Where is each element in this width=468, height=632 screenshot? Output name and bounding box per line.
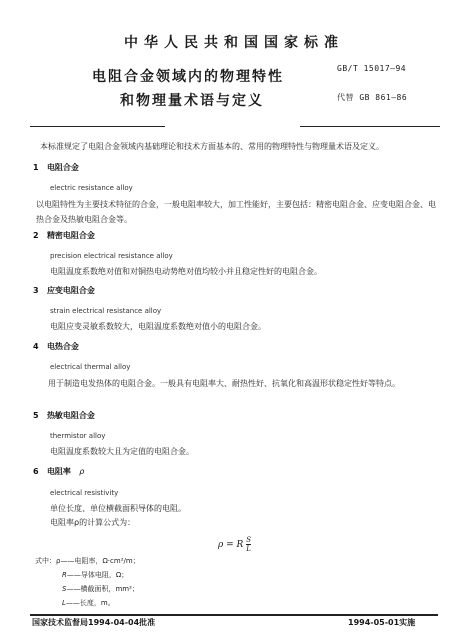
approval-date: 国家技术监督局1994-04-04批准 bbox=[32, 618, 156, 627]
header-divider-left bbox=[30, 126, 165, 127]
implementation-date: 1994-05-01实施 bbox=[348, 618, 416, 627]
variable-symbol: L bbox=[62, 599, 66, 607]
section-5-english: thermistor alloy bbox=[50, 432, 106, 440]
standard-number: GB/T 15017—94 bbox=[337, 64, 407, 73]
variable-desc: 导体电阻，Ω； bbox=[80, 571, 129, 579]
section-4-definition: 用于制造电发热体的电阻合金。一般具有电阻率大、耐热性好、抗氧化和高温形状稳定性好等特点。 bbox=[48, 379, 400, 388]
section-number: 6 bbox=[33, 467, 39, 476]
section-1-english: electric resistance alloy bbox=[50, 184, 133, 192]
section-5-heading bbox=[33, 410, 95, 421]
variable-row: S——横截面积，mm²； bbox=[62, 585, 139, 593]
section-3-heading bbox=[33, 285, 95, 296]
section-number: 2 bbox=[33, 231, 39, 240]
section-1-definition: 以电阻特性为主要技术特征的合金，一般电阻率较大，加工性能好，主要包括：精密电阻合金、应变电阻合金、电热合金及热敏电阻合金等。 bbox=[36, 200, 436, 224]
footer-divider bbox=[30, 614, 438, 616]
section-6-english: electrical resistivity bbox=[50, 489, 119, 497]
variable-desc: 电阻率，Ω·cm²/m； bbox=[74, 557, 140, 565]
variable-symbol: S bbox=[62, 585, 67, 593]
standard-organization: 中华人民共和国国家标准 bbox=[124, 35, 344, 51]
variable-row: L——长度，m。 bbox=[62, 599, 115, 607]
section-3-english: strain electrical resistance alloy bbox=[50, 307, 162, 315]
section-4-english: electrical thermal alloy bbox=[50, 363, 131, 371]
formula-numerator: S bbox=[246, 536, 252, 544]
variable-desc: 长度，m。 bbox=[79, 599, 115, 607]
formula-denominator: L bbox=[246, 545, 251, 553]
variable-row bbox=[35, 556, 140, 566]
section-term: 精密电阻合金 bbox=[46, 231, 95, 240]
variables-intro: 式中：ρ—— bbox=[35, 557, 75, 565]
section-6-definition-line2: 电阻率ρ的计算公式为： bbox=[50, 518, 136, 527]
section-1-heading bbox=[33, 162, 79, 173]
section-term: 应变电阻合金 bbox=[46, 286, 95, 295]
section-number: 3 bbox=[33, 286, 39, 295]
section-2-heading bbox=[33, 230, 95, 241]
intro-paragraph: 本标准规定了电阻合金领域内基础理论和技术方面基本的、常用的物理特性与物理量术语及定义。 bbox=[40, 142, 384, 151]
formula-lhs: ρ = R bbox=[218, 540, 244, 550]
section-6-definition-line1: 单位长度、单位横截面积导体的电阻。 bbox=[50, 504, 186, 513]
formula-fraction bbox=[246, 536, 251, 553]
resistivity-formula bbox=[218, 536, 251, 553]
section-number: 1 bbox=[33, 163, 39, 172]
section-number: 5 bbox=[33, 411, 39, 420]
section-5-definition: 电阻温度系数较大且为定值的电阻合金。 bbox=[50, 447, 194, 456]
section-term: 电阻合金 bbox=[46, 163, 79, 172]
variable-desc: 横截面积，mm²； bbox=[80, 585, 139, 593]
section-4-heading bbox=[33, 341, 79, 352]
section-term: 热敏电阻合金 bbox=[46, 411, 95, 420]
section-3-definition: 电阻应变灵敏系数较大，电阻温度系数绝对值小的电阻合金。 bbox=[50, 322, 266, 331]
document-title-line1: 电阻合金领域内的物理特性 bbox=[92, 69, 284, 85]
variable-row: R——导体电阻，Ω； bbox=[62, 571, 129, 579]
section-term: 电热合金 bbox=[46, 342, 79, 351]
section-symbol: ρ bbox=[79, 467, 85, 476]
section-2-english: precision electrical resistance alloy bbox=[50, 252, 173, 260]
header-divider-right bbox=[300, 126, 440, 127]
variable-symbol: R bbox=[62, 571, 67, 579]
section-term: 电阻率 bbox=[46, 467, 71, 476]
section-2-definition: 电阻温度系数绝对值和对铜热电动势绝对值均较小并且稳定性好的电阻合金。 bbox=[50, 267, 322, 276]
section-number: 4 bbox=[33, 342, 39, 351]
document-title-line2: 和物理量术语与定义 bbox=[120, 93, 264, 109]
section-6-heading bbox=[33, 466, 84, 477]
replaces-standard: 代替 GB 861—86 bbox=[337, 93, 408, 102]
